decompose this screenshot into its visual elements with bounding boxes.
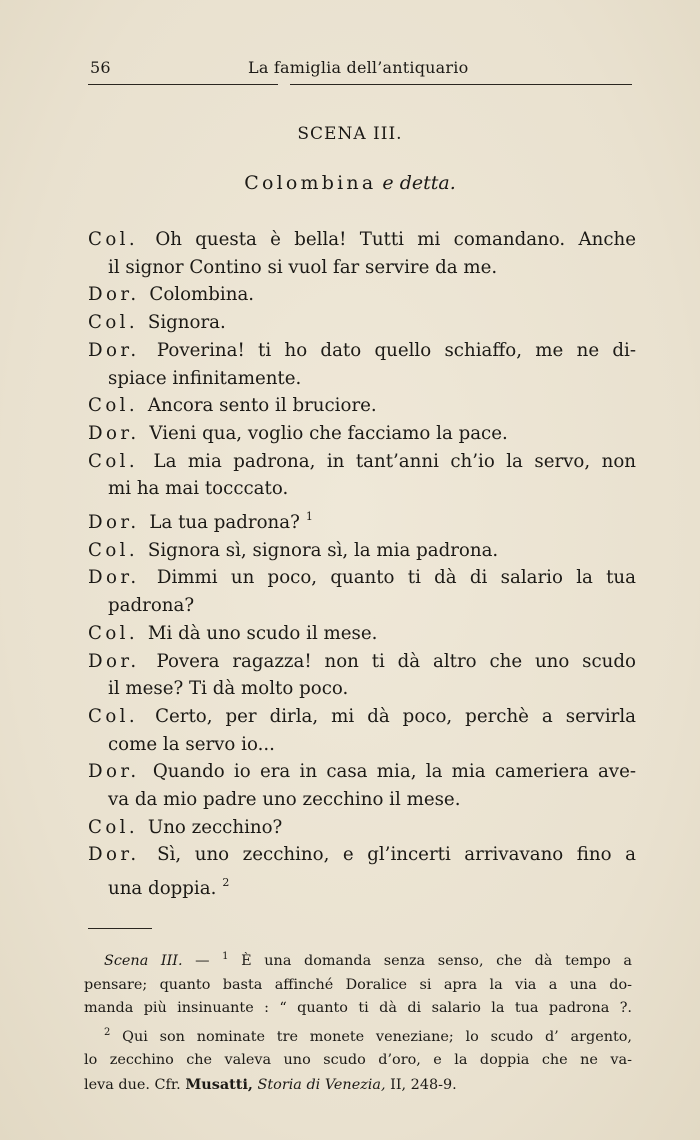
speech-line: come la servo io... xyxy=(108,733,275,755)
speech xyxy=(88,503,636,537)
character-name: Colombina xyxy=(244,172,377,194)
speech-text: Sì, uno zecchino, e gl’incerti arrivavano fino a xyxy=(157,844,636,866)
footnote-ref: 2 xyxy=(222,876,230,890)
footnote-text: È una domanda senza senso, che dà tempo a xyxy=(241,953,633,969)
speech-line xyxy=(88,281,636,309)
footnote-dash: — xyxy=(195,953,210,969)
speech-text: La mia padrona, in tant’anni ch’io la servo, non xyxy=(153,450,636,472)
speech-line xyxy=(88,758,636,786)
speech-text: Mi dà uno scudo il mese. xyxy=(147,622,378,644)
speaker: Dor. xyxy=(88,284,140,306)
speech xyxy=(88,537,636,565)
speech-line: padrona? xyxy=(108,595,195,617)
speaker: Dor. xyxy=(88,650,140,672)
speech xyxy=(88,420,636,448)
speech xyxy=(88,337,636,392)
speech xyxy=(88,758,636,813)
speech-text: Ancora sento il bruciore. xyxy=(147,395,377,417)
speech-line xyxy=(88,537,636,565)
speech xyxy=(88,814,636,842)
speech-line xyxy=(88,420,636,448)
speaker: Col. xyxy=(88,816,139,838)
speech-text: Vieni qua, voglio che facciamo la pace. xyxy=(149,422,508,444)
footnote-ref: 1 xyxy=(305,510,313,524)
scene-characters xyxy=(0,172,700,194)
scene-heading: SCENA III. xyxy=(297,124,403,144)
speech-text: Povera ragazza! non ti dà altro che uno scudo xyxy=(156,650,636,672)
speech-text: Quando io era in casa mia, la mia cameriera ave- xyxy=(152,761,636,783)
speech-line xyxy=(88,564,636,592)
speaker: Col. xyxy=(88,705,139,727)
characters-conjunction: e xyxy=(382,172,394,194)
speech-text: Oh questa è bella! Tutti mi comandano. Anche xyxy=(155,229,636,250)
speech-text: Certo, per dirla, mi dà poco, perchè a servirla xyxy=(155,705,636,727)
speech xyxy=(88,703,636,758)
speech xyxy=(88,392,636,420)
speaker: Col. xyxy=(88,229,139,250)
speech-line: va da mio padre uno zecchino il mese. xyxy=(108,789,461,811)
speech-line xyxy=(88,309,636,337)
speaker: Dor. xyxy=(88,422,140,444)
speech-text: Poverina! ti ho dato quello schiaffo, me ne di- xyxy=(156,339,636,361)
dialogue xyxy=(88,226,636,903)
speech xyxy=(88,226,636,281)
running-head xyxy=(88,58,632,82)
speech-line xyxy=(88,648,636,676)
footnote-number: 1 xyxy=(222,951,229,962)
speech-line xyxy=(88,337,636,365)
speech-text: Signora. xyxy=(147,312,226,334)
speaker: Col. xyxy=(88,539,139,561)
page-number: 56 xyxy=(90,58,111,77)
speech xyxy=(88,564,636,619)
speaker: Col. xyxy=(88,450,139,472)
speech-text: La tua padrona? xyxy=(149,512,300,534)
speech-line xyxy=(88,841,636,869)
speech-line: il signor Contino si vuol far servire da me. xyxy=(108,256,498,278)
footnote-line: manda più insinuante : “ quanto ti dà di salario la tua padrona ?. xyxy=(84,1000,632,1016)
speech-line xyxy=(88,392,636,420)
footnote-line: pensare; quanto basta affinché Doralice si apra la via a una do- xyxy=(84,976,632,993)
footnote-text: II, 248-9. xyxy=(390,1076,457,1093)
speech xyxy=(88,309,636,337)
header-rule-left xyxy=(88,84,278,85)
speech-line xyxy=(88,703,636,731)
footnote-rule xyxy=(88,928,152,929)
running-title: La famiglia dell’antiquario xyxy=(248,58,469,77)
speaker: Col. xyxy=(88,312,139,334)
footnote-label: Scena III. xyxy=(104,953,183,969)
speech-line xyxy=(88,814,636,842)
characters-rest: detta. xyxy=(399,172,456,194)
speaker: Dor. xyxy=(88,339,140,361)
speaker: Col. xyxy=(88,622,139,644)
speech-text: Uno zecchino? xyxy=(147,816,283,838)
footnote-line xyxy=(84,945,632,974)
footnotes xyxy=(84,945,632,1097)
speaker: Dor. xyxy=(88,761,140,783)
speech-line xyxy=(88,226,636,254)
speaker: Dor. xyxy=(88,567,140,589)
speech xyxy=(88,648,636,703)
footnote-line xyxy=(84,1021,632,1050)
speech-text: Dimmi un poco, quanto ti dà di salario la tua xyxy=(156,567,636,589)
speaker: Col. xyxy=(88,395,139,417)
speech xyxy=(88,448,636,503)
speech xyxy=(88,281,636,309)
speaker: Dor. xyxy=(88,844,140,866)
speech xyxy=(88,841,636,902)
speech-line: spiace infinitamente. xyxy=(108,367,302,389)
header-rule-right xyxy=(290,84,632,85)
speech-text: Colombina. xyxy=(149,284,255,306)
speech-line xyxy=(88,503,636,537)
speech-line xyxy=(88,869,636,903)
footnote-line: lo zecchino che valeva uno scudo d’oro, e la doppia che ne va- xyxy=(84,1052,632,1068)
footnote-text: leva due. Cfr. xyxy=(84,1076,181,1093)
citation-author: Musatti, xyxy=(185,1075,253,1093)
speech-line: il mese? Ti dà molto poco. xyxy=(108,678,349,700)
speech xyxy=(88,620,636,648)
speech-text: Signora sì, signora sì, la mia padrona. xyxy=(147,539,499,561)
footnote-text: Qui son nominate tre monete veneziane; lo scudo d’ argento, xyxy=(122,1028,632,1045)
speech-line xyxy=(88,620,636,648)
speaker: Dor. xyxy=(88,512,140,534)
citation-title: Storia di Venezia, xyxy=(257,1076,386,1093)
footnote-number: 2 xyxy=(104,1026,111,1038)
speech-text: una doppia. xyxy=(108,878,217,900)
speech-line xyxy=(88,448,636,476)
footnote-line xyxy=(84,1073,632,1098)
speech-line: mi ha mai tocccato. xyxy=(108,478,289,500)
